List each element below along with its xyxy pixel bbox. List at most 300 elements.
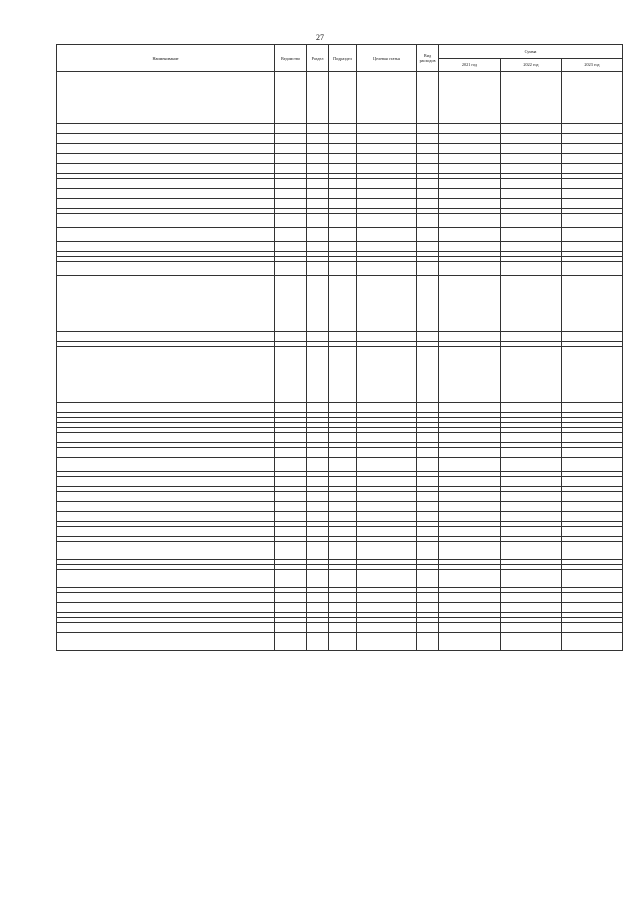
cell-vr <box>417 154 439 164</box>
cell-2023 <box>562 347 623 403</box>
cell-vr <box>417 433 439 443</box>
cell-vr <box>417 72 439 124</box>
cell-2023 <box>562 179 623 189</box>
cell-csr <box>357 527 417 537</box>
cell-sub <box>329 502 357 512</box>
cell-sect <box>307 492 329 502</box>
cell-2021 <box>439 154 501 164</box>
cell-2023 <box>562 593 623 603</box>
cell-sect <box>307 633 329 651</box>
cell-sub <box>329 527 357 537</box>
cell-2023 <box>562 623 623 633</box>
cell-vr <box>417 502 439 512</box>
col-header-sub: Подраздел <box>329 45 357 72</box>
cell-vr <box>417 347 439 403</box>
cell-ved <box>275 527 307 537</box>
table-row <box>57 214 623 228</box>
col-header-vr: Вид расходов <box>417 45 439 72</box>
cell-2023 <box>562 144 623 154</box>
cell-2023 <box>562 527 623 537</box>
cell-sub <box>329 242 357 252</box>
cell-2021 <box>439 347 501 403</box>
col-header-2022: 2022 год <box>501 58 562 72</box>
cell-2022 <box>501 477 562 487</box>
cell-2022 <box>501 154 562 164</box>
table-row <box>57 179 623 189</box>
table-row <box>57 72 623 124</box>
cell-name <box>57 603 275 613</box>
cell-2023 <box>562 502 623 512</box>
table-row <box>57 228 623 242</box>
cell-2023 <box>562 199 623 209</box>
cell-vr <box>417 228 439 242</box>
cell-sect <box>307 189 329 199</box>
cell-vr <box>417 603 439 613</box>
cell-csr <box>357 623 417 633</box>
cell-2021 <box>439 124 501 134</box>
cell-vr <box>417 492 439 502</box>
table-row <box>57 527 623 537</box>
cell-sect <box>307 228 329 242</box>
cell-sect <box>307 527 329 537</box>
cell-sect <box>307 542 329 560</box>
col-header-ved: Ведомство <box>275 45 307 72</box>
table-row <box>57 262 623 276</box>
cell-ved <box>275 542 307 560</box>
cell-2021 <box>439 179 501 189</box>
cell-sub <box>329 134 357 144</box>
cell-sub <box>329 199 357 209</box>
table-row <box>57 154 623 164</box>
cell-ved <box>275 179 307 189</box>
cell-ved <box>275 199 307 209</box>
cell-sub <box>329 623 357 633</box>
cell-name <box>57 633 275 651</box>
cell-sub <box>329 448 357 458</box>
cell-sect <box>307 262 329 276</box>
cell-vr <box>417 403 439 413</box>
cell-2023 <box>562 570 623 588</box>
cell-2023 <box>562 164 623 174</box>
cell-name <box>57 527 275 537</box>
cell-2022 <box>501 603 562 613</box>
cell-ved <box>275 633 307 651</box>
cell-vr <box>417 124 439 134</box>
table-row <box>57 593 623 603</box>
cell-name <box>57 262 275 276</box>
cell-name <box>57 189 275 199</box>
table-row <box>57 492 623 502</box>
cell-2022 <box>501 448 562 458</box>
cell-sect <box>307 403 329 413</box>
cell-sect <box>307 134 329 144</box>
cell-ved <box>275 242 307 252</box>
cell-ved <box>275 214 307 228</box>
cell-vr <box>417 477 439 487</box>
cell-sub <box>329 570 357 588</box>
cell-2023 <box>562 458 623 472</box>
cell-sect <box>307 164 329 174</box>
cell-2021 <box>439 477 501 487</box>
cell-vr <box>417 189 439 199</box>
cell-sub <box>329 72 357 124</box>
cell-2022 <box>501 242 562 252</box>
cell-ved <box>275 262 307 276</box>
cell-sect <box>307 603 329 613</box>
cell-name <box>57 542 275 560</box>
table-row <box>57 603 623 613</box>
cell-csr <box>357 542 417 560</box>
cell-vr <box>417 458 439 472</box>
cell-csr <box>357 179 417 189</box>
cell-sect <box>307 332 329 342</box>
cell-ved <box>275 228 307 242</box>
cell-sect <box>307 502 329 512</box>
cell-csr <box>357 570 417 588</box>
cell-ved <box>275 72 307 124</box>
col-header-2023: 2023 год <box>562 58 623 72</box>
cell-2022 <box>501 199 562 209</box>
cell-sub <box>329 603 357 613</box>
cell-2021 <box>439 403 501 413</box>
cell-sect <box>307 199 329 209</box>
cell-2022 <box>501 262 562 276</box>
cell-2023 <box>562 134 623 144</box>
cell-sub <box>329 164 357 174</box>
cell-sub <box>329 403 357 413</box>
cell-2022 <box>501 593 562 603</box>
cell-name <box>57 477 275 487</box>
cell-vr <box>417 332 439 342</box>
cell-2021 <box>439 512 501 522</box>
cell-2022 <box>501 332 562 342</box>
cell-csr <box>357 403 417 413</box>
budget-table <box>56 44 623 651</box>
cell-2021 <box>439 214 501 228</box>
table-row <box>57 502 623 512</box>
cell-2022 <box>501 347 562 403</box>
cell-2023 <box>562 72 623 124</box>
cell-name <box>57 276 275 332</box>
cell-sect <box>307 623 329 633</box>
col-header-name: Наименование <box>57 45 275 72</box>
cell-2021 <box>439 502 501 512</box>
cell-sub <box>329 179 357 189</box>
cell-name <box>57 512 275 522</box>
cell-vr <box>417 527 439 537</box>
cell-name <box>57 144 275 154</box>
cell-2021 <box>439 242 501 252</box>
table-row <box>57 124 623 134</box>
cell-ved <box>275 164 307 174</box>
cell-csr <box>357 144 417 154</box>
cell-csr <box>357 164 417 174</box>
table-row <box>57 458 623 472</box>
cell-2022 <box>501 512 562 522</box>
table-row <box>57 477 623 487</box>
cell-ved <box>275 570 307 588</box>
cell-2023 <box>562 154 623 164</box>
table-row <box>57 570 623 588</box>
cell-ved <box>275 477 307 487</box>
cell-2021 <box>439 332 501 342</box>
cell-vr <box>417 593 439 603</box>
cell-2023 <box>562 542 623 560</box>
cell-name <box>57 458 275 472</box>
cell-sub <box>329 593 357 603</box>
cell-name <box>57 72 275 124</box>
cell-2023 <box>562 124 623 134</box>
cell-2021 <box>439 276 501 332</box>
cell-vr <box>417 214 439 228</box>
cell-vr <box>417 144 439 154</box>
cell-2022 <box>501 124 562 134</box>
cell-sub <box>329 276 357 332</box>
col-header-2021: 2021 год <box>439 58 501 72</box>
cell-sect <box>307 124 329 134</box>
table-row <box>57 276 623 332</box>
cell-vr <box>417 512 439 522</box>
cell-2023 <box>562 448 623 458</box>
cell-ved <box>275 433 307 443</box>
cell-name <box>57 179 275 189</box>
cell-2021 <box>439 164 501 174</box>
cell-sub <box>329 214 357 228</box>
cell-2022 <box>501 633 562 651</box>
cell-2022 <box>501 179 562 189</box>
cell-2021 <box>439 633 501 651</box>
cell-sect <box>307 593 329 603</box>
cell-csr <box>357 448 417 458</box>
cell-sub <box>329 512 357 522</box>
cell-csr <box>357 262 417 276</box>
table-row <box>57 448 623 458</box>
cell-csr <box>357 134 417 144</box>
cell-ved <box>275 593 307 603</box>
cell-sect <box>307 179 329 189</box>
table-row <box>57 164 623 174</box>
table-row <box>57 347 623 403</box>
cell-ved <box>275 189 307 199</box>
cell-sub <box>329 433 357 443</box>
cell-name <box>57 433 275 443</box>
cell-name <box>57 492 275 502</box>
cell-csr <box>357 332 417 342</box>
cell-ved <box>275 144 307 154</box>
cell-2021 <box>439 134 501 144</box>
cell-vr <box>417 276 439 332</box>
cell-ved <box>275 124 307 134</box>
cell-sub <box>329 262 357 276</box>
cell-csr <box>357 199 417 209</box>
cell-sub <box>329 228 357 242</box>
cell-sub <box>329 492 357 502</box>
cell-csr <box>357 228 417 242</box>
cell-2021 <box>439 458 501 472</box>
cell-sect <box>307 512 329 522</box>
cell-ved <box>275 623 307 633</box>
cell-sub <box>329 189 357 199</box>
table-row <box>57 199 623 209</box>
cell-ved <box>275 154 307 164</box>
cell-name <box>57 154 275 164</box>
cell-vr <box>417 633 439 651</box>
cell-2021 <box>439 593 501 603</box>
cell-csr <box>357 189 417 199</box>
cell-name <box>57 502 275 512</box>
cell-2022 <box>501 527 562 537</box>
cell-2022 <box>501 276 562 332</box>
cell-2023 <box>562 276 623 332</box>
cell-sect <box>307 570 329 588</box>
cell-2021 <box>439 189 501 199</box>
cell-vr <box>417 164 439 174</box>
cell-ved <box>275 448 307 458</box>
cell-sub <box>329 154 357 164</box>
cell-csr <box>357 433 417 443</box>
cell-2022 <box>501 72 562 124</box>
cell-sect <box>307 477 329 487</box>
cell-sub <box>329 458 357 472</box>
cell-name <box>57 332 275 342</box>
cell-2023 <box>562 633 623 651</box>
cell-2022 <box>501 228 562 242</box>
cell-name <box>57 242 275 252</box>
cell-sect <box>307 214 329 228</box>
cell-vr <box>417 199 439 209</box>
cell-csr <box>357 242 417 252</box>
table-row <box>57 623 623 633</box>
cell-2021 <box>439 603 501 613</box>
table-row <box>57 144 623 154</box>
cell-sect <box>307 347 329 403</box>
cell-2022 <box>501 458 562 472</box>
cell-2023 <box>562 189 623 199</box>
col-header-csr: Целевая статья <box>357 45 417 72</box>
cell-name <box>57 403 275 413</box>
cell-sub <box>329 347 357 403</box>
table-row <box>57 433 623 443</box>
cell-sect <box>307 154 329 164</box>
cell-sect <box>307 433 329 443</box>
cell-name <box>57 448 275 458</box>
cell-sect <box>307 458 329 472</box>
header-row-1 <box>57 45 623 59</box>
cell-sect <box>307 144 329 154</box>
cell-2022 <box>501 570 562 588</box>
cell-ved <box>275 512 307 522</box>
cell-2023 <box>562 492 623 502</box>
cell-vr <box>417 542 439 560</box>
table-row <box>57 633 623 651</box>
col-header-sect: Раздел <box>307 45 329 72</box>
cell-2022 <box>501 542 562 560</box>
table-row <box>57 332 623 342</box>
cell-2023 <box>562 403 623 413</box>
cell-2023 <box>562 242 623 252</box>
cell-2021 <box>439 448 501 458</box>
table-body <box>57 72 623 651</box>
cell-2022 <box>501 492 562 502</box>
cell-csr <box>357 492 417 502</box>
cell-2023 <box>562 332 623 342</box>
table-row <box>57 242 623 252</box>
cell-vr <box>417 179 439 189</box>
cell-name <box>57 593 275 603</box>
cell-vr <box>417 242 439 252</box>
cell-2022 <box>501 403 562 413</box>
cell-sect <box>307 72 329 124</box>
cell-2023 <box>562 228 623 242</box>
cell-sub <box>329 542 357 560</box>
cell-sect <box>307 242 329 252</box>
cell-csr <box>357 154 417 164</box>
cell-sub <box>329 124 357 134</box>
page-number: 27 <box>316 33 324 42</box>
cell-2021 <box>439 492 501 502</box>
cell-2023 <box>562 262 623 276</box>
cell-2022 <box>501 189 562 199</box>
cell-2021 <box>439 72 501 124</box>
cell-sub <box>329 633 357 651</box>
cell-ved <box>275 276 307 332</box>
cell-csr <box>357 502 417 512</box>
cell-ved <box>275 492 307 502</box>
cell-2023 <box>562 477 623 487</box>
cell-ved <box>275 403 307 413</box>
cell-csr <box>357 347 417 403</box>
cell-2023 <box>562 512 623 522</box>
col-header-sum: Сумма <box>439 45 623 59</box>
cell-sub <box>329 144 357 154</box>
cell-sect <box>307 448 329 458</box>
cell-csr <box>357 593 417 603</box>
cell-name <box>57 199 275 209</box>
table-row <box>57 134 623 144</box>
cell-vr <box>417 570 439 588</box>
table-row <box>57 542 623 560</box>
cell-name <box>57 623 275 633</box>
cell-2021 <box>439 199 501 209</box>
cell-ved <box>275 347 307 403</box>
cell-sect <box>307 276 329 332</box>
cell-csr <box>357 124 417 134</box>
table-row <box>57 189 623 199</box>
cell-sub <box>329 477 357 487</box>
cell-2023 <box>562 214 623 228</box>
cell-name <box>57 214 275 228</box>
cell-ved <box>275 458 307 472</box>
cell-2021 <box>439 262 501 276</box>
cell-vr <box>417 134 439 144</box>
cell-vr <box>417 448 439 458</box>
cell-name <box>57 134 275 144</box>
cell-name <box>57 570 275 588</box>
cell-ved <box>275 332 307 342</box>
cell-sub <box>329 332 357 342</box>
cell-csr <box>357 477 417 487</box>
cell-2021 <box>439 623 501 633</box>
cell-name <box>57 124 275 134</box>
cell-vr <box>417 262 439 276</box>
cell-2021 <box>439 542 501 560</box>
cell-ved <box>275 603 307 613</box>
cell-2022 <box>501 502 562 512</box>
cell-2021 <box>439 570 501 588</box>
cell-2022 <box>501 164 562 174</box>
cell-2022 <box>501 214 562 228</box>
cell-name <box>57 164 275 174</box>
